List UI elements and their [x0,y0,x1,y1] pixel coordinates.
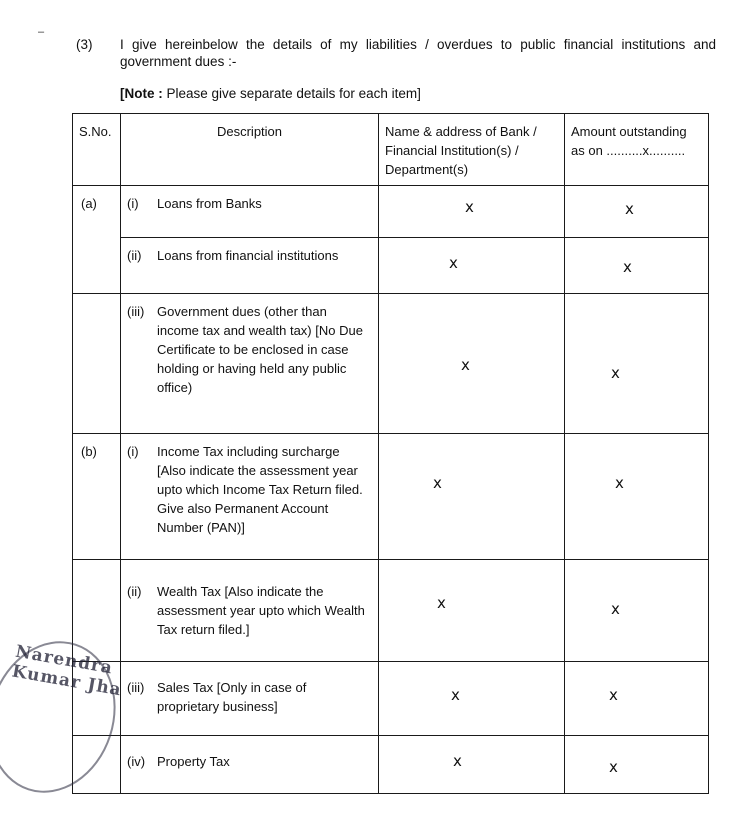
description-cell [121,238,379,294]
table-row [73,186,709,238]
table-row [73,560,709,662]
cross-mark: x [451,686,460,704]
bank-cell [379,560,565,662]
description-cell [121,186,379,238]
bank-cell [379,294,565,434]
note [120,86,421,101]
amount-cell [565,736,709,794]
item-roman: (ii) [127,584,142,599]
cross-mark: x [609,686,618,704]
item-roman: (iv) [127,754,146,769]
table-row [73,662,709,736]
item-roman: (ii) [127,248,142,263]
header-sno: S.No. [73,114,121,186]
item-roman: (iii) [127,304,145,319]
header-amount: Amount outstanding as on ..........x.......... [565,114,709,186]
paragraph-number: (3) [76,37,93,52]
item-roman: (i) [127,196,139,211]
cross-mark: x [465,198,474,216]
bank-cell [379,434,565,560]
table-row [73,434,709,560]
amount-cell [565,434,709,560]
item-description: Wealth Tax [Also indicate the assessment year upto which Wealth Tax return filed.] [157,584,365,637]
item-roman: (i) [127,444,139,459]
cross-mark: x [625,200,634,218]
bank-cell [379,662,565,736]
sno-cell-empty [73,294,121,434]
stamp-text: Narendra Kumar Jha [10,641,124,701]
table-row [73,238,709,294]
paragraph-text: I give hereinbelow the details of my liabilities / overdues to public financial institutions and government dues :- [120,37,716,69]
description-cell [121,294,379,434]
cross-mark: x [623,258,632,276]
section-sno-b: (b) [73,434,121,560]
cross-mark: x [461,356,470,374]
cross-mark: x [615,474,624,492]
description-cell [121,662,379,736]
description-cell [121,434,379,560]
cross-mark: x [453,752,462,770]
item-description: Income Tax including surcharge [Also indicate the assessment year upto which Income Tax Return filed. Give also Permanent Account Number (PAN)] [157,444,363,535]
item-description: Loans from Banks [157,196,262,211]
amount-cell [565,560,709,662]
item-description: Sales Tax [Only in case of proprietary business] [157,680,307,714]
item-roman: (iii) [127,680,145,695]
cross-mark: x [611,364,620,382]
cross-mark: x [611,600,620,618]
description-cell [121,560,379,662]
table-row [73,294,709,434]
item-description: Property Tax [157,754,230,769]
amount-cell [565,294,709,434]
amount-cell [565,186,709,238]
scan-mark: – [38,26,45,38]
note-text: Please give separate details for each item] [166,86,421,101]
bank-cell [379,238,565,294]
section-sno-a: (a) [73,186,121,294]
cross-mark: x [433,474,442,492]
header-bank: Name & address of Bank / Financial Institution(s) / Department(s) [379,114,565,186]
cross-mark: x [437,594,446,612]
amount-cell [565,662,709,736]
liabilities-table [72,113,709,794]
header-description: Description [121,114,379,186]
amount-cell [565,238,709,294]
liabilities-paragraph [76,36,716,70]
item-description: Government dues (other than income tax and wealth tax) [No Due Certificate to be enclosed in case holding or having held any public office) [157,304,363,395]
cross-mark: x [609,758,618,776]
description-cell [121,736,379,794]
note-label: [Note : [120,86,163,101]
bank-cell [379,736,565,794]
item-description: Loans from financial institutions [157,248,339,263]
table-header-row [73,114,709,186]
cross-mark: x [449,254,458,272]
bank-cell [379,186,565,238]
table-row [73,736,709,794]
